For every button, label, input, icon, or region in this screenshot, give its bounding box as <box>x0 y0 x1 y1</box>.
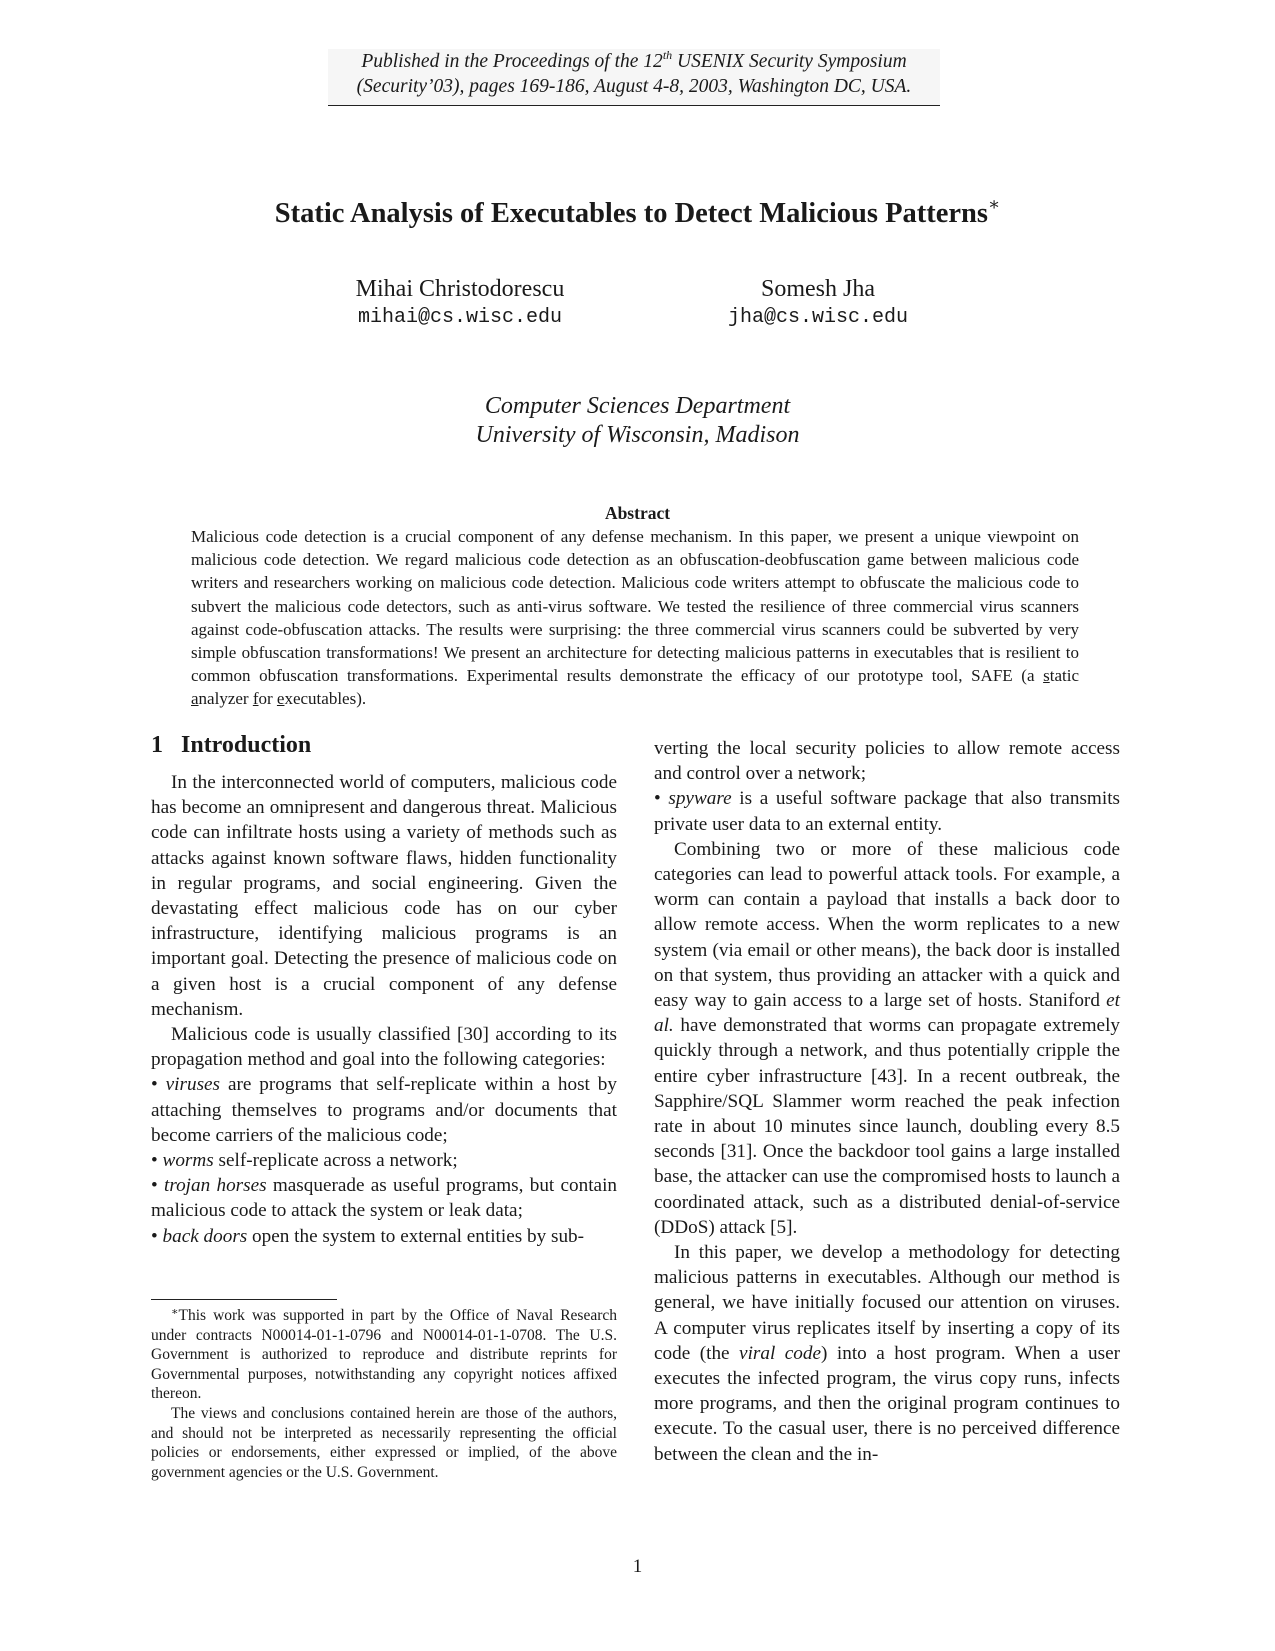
author-name: Somesh Jha <box>761 276 875 302</box>
abstract-heading: Abstract <box>604 503 671 523</box>
p3-text-b: have demonstrated that worms can propagate extremely quickly through a network, and thus potentially cripple the entire cyber infrastructure [43]. In a recent outbreak, the Sapphire/SQL Slammer worm reached the peak infection rate in about 10 minutes since launch, doubling every 8.5 seconds [31]. Once the backdoor tool gains a large installed base, the attacker can use the compromised hosts to launch a coordinated attack, such as a distributed denial-of-service (DDoS) attack [5]. <box>654 1015 1120 1238</box>
bullet-spyware: • spyware is a useful software package that also transmits private user data to an external entity. <box>654 788 1120 835</box>
intro-paragraph-4 <box>654 1240 1120 1467</box>
author-email: mihai@cs.wisc.edu <box>357 306 563 329</box>
author-name: Mihai Christodorescu <box>355 276 565 302</box>
pub-line1-b: USENIX Security Symposium <box>672 51 907 72</box>
footnote-mark: ∗ <box>171 1306 179 1318</box>
bullet-text: self-replicate across a network; <box>213 1150 458 1172</box>
footnote-text-1: This work was supported in part by the Office of Naval Research under contracts N00014-01-1-0796 and N00014-01-1-0708. The U.S. Government is authorized to reproduce and distribute reprints for Governmental purposes, notwithstanding any copyright notices affixed thereon. <box>151 1307 617 1403</box>
footnote-paragraph-1 <box>151 1306 617 1404</box>
bullet-trojan-horses: • trojan horses masquerade as useful programs, but contain malicious code to attack the system or leak data; <box>151 1175 617 1222</box>
abstract-body: Malicious code detection is a crucial component of any defense mechanism. In this paper, we present a unique viewpoint on malicious code detection. We regard malicious code detection as an obfuscation-deobfuscation game between malicious code writers and researchers working on malicious code detection. Malicious code writers attempt to obfuscate the malicious code to subvert the malicious code detectors, such as anti-virus software. We tested the resilience of three commercial virus scanners against code-obfuscation attacks. The results were surprising: the three commercial virus scanners could be subverted by very simple obfuscation transformations! We present an architecture for detecting malicious patterns in executables that is resilient to common obfuscation transformations. Experimental results demonstrate the efficacy of our prototype tool, SAFE (a <box>191 527 1079 686</box>
paper-title <box>0 194 1275 230</box>
acronym-rest-2: nalyzer <box>198 689 253 709</box>
footnote-paragraph-2: The views and conclusions contained herein are those of the authors, and should not be interpreted as necessarily representing the official policies or endorsements, either expressed or implied, of the above government agencies or the U.S. Government. <box>151 1404 617 1481</box>
p4-viral-code: viral code <box>739 1342 822 1364</box>
acronym-f: f <box>252 689 259 709</box>
author-1 <box>300 274 620 332</box>
intro-paragraph-2: Malicious code is usually classified [30] according to its propagation method and goal into the following categories: <box>151 1024 617 1071</box>
author-2 <box>658 274 978 332</box>
abstract-text <box>191 525 1079 711</box>
bullet-back-doors: • back doors open the system to external entities by sub- <box>151 1225 585 1247</box>
bullet-term: spyware <box>668 788 732 810</box>
pub-superscript: th <box>662 48 673 62</box>
acronym-rest-4: xecutables). <box>284 689 367 709</box>
intro-paragraph-1: In the interconnected world of computers, malicious code has become an omnipresent and dangerous threat. Malicious code can infiltrate hosts using a variety of methods such as attacks against known software flaws, hidden functionality in regular programs, and social engineering. Given the devastating effect malicious code has on our cyber infrastructure, identifying malicious programs is an important goal. Detecting the presence of malicious code on a given host is a crucial component of any defense mechanism. <box>151 772 617 1020</box>
affiliation-university: University of Wisconsin, Madison <box>475 422 800 448</box>
pub-line2: (Security’03), pages 169-186, August 4-8, 2003, Washington DC, USA. <box>356 76 912 97</box>
bullet-term: trojan horses <box>164 1175 267 1197</box>
section-number: 1 <box>151 732 163 758</box>
p3-text-a: Combining two or more of these malicious code categories can lead to powerful attack tools. For example, a worm can contain a payload that installs a back door to allow remote access. When the worm replicates to a new system (via email or other means), the back door is installed on that system, thus providing an attacker with a quick and easy way to gain access to a large set of hosts. Staniford <box>654 838 1120 1012</box>
pub-line1-a: Published in the Proceedings of the 12 <box>361 51 663 72</box>
intro-paragraph-3 <box>654 837 1120 1240</box>
back-doors-continuation: verting the local security policies to allow remote access and control over a network; <box>654 738 1120 785</box>
publication-note <box>328 49 940 106</box>
acronym-s: s <box>1043 666 1050 686</box>
footnote-rule <box>151 1299 337 1300</box>
author-email: jha@cs.wisc.edu <box>727 306 909 329</box>
bullet-text: are programs that self-replicate within a host by attaching themselves to programs and/or documents that become carriers of the malicious code; <box>151 1074 617 1146</box>
acronym-a: a <box>191 689 199 709</box>
title-text: Static Analysis of Executables to Detect Malicious Patterns <box>274 198 988 229</box>
bullet-worms: • worms self-replicate across a network; <box>151 1150 458 1172</box>
p4-text-b: ) into a host program. When a user executes the infected program, the virus copy runs, infects more programs, and then the original program continues to execute. To the casual user, there is no perceived difference between the clean and the in- <box>654 1342 1120 1465</box>
bullet-viruses: • viruses are programs that self-replicate within a host by attaching themselves to programs and/or documents that become carriers of the malicious code; <box>151 1074 617 1146</box>
p3-et-al: et al. <box>654 990 1120 1037</box>
section-title: Introduction <box>181 732 312 758</box>
bullet-text: open the system to external entities by sub- <box>247 1225 585 1247</box>
p4-text-a: In this paper, we develop a methodology for detecting malicious patterns in executables. Although our method is general, we have initially focused our attention on viruses. A computer virus replicates itself by inserting a copy of its code (the <box>654 1242 1120 1364</box>
bullet-term: back doors <box>162 1225 248 1247</box>
acronym-rest-3: or <box>258 689 277 709</box>
bullet-text: masquerade as useful programs, but contain malicious code to attack the system or leak data; <box>151 1175 617 1222</box>
bullet-term: worms <box>162 1150 214 1172</box>
right-column <box>654 736 1120 1467</box>
title-footnote-mark: ∗ <box>987 194 1001 214</box>
section-heading <box>151 730 617 760</box>
footnote <box>151 1306 617 1482</box>
affiliation <box>0 392 1275 450</box>
bullet-text: is a useful software package that also transmits private user data to an external entity. <box>654 788 1120 835</box>
left-column <box>151 730 617 1249</box>
page-number: 1 <box>632 1556 643 1577</box>
affiliation-department: Computer Sciences Department <box>484 393 791 419</box>
acronym-e: e <box>276 689 285 709</box>
bullet-term: viruses <box>165 1074 221 1096</box>
acronym-rest-1: tatic <box>1049 666 1079 686</box>
